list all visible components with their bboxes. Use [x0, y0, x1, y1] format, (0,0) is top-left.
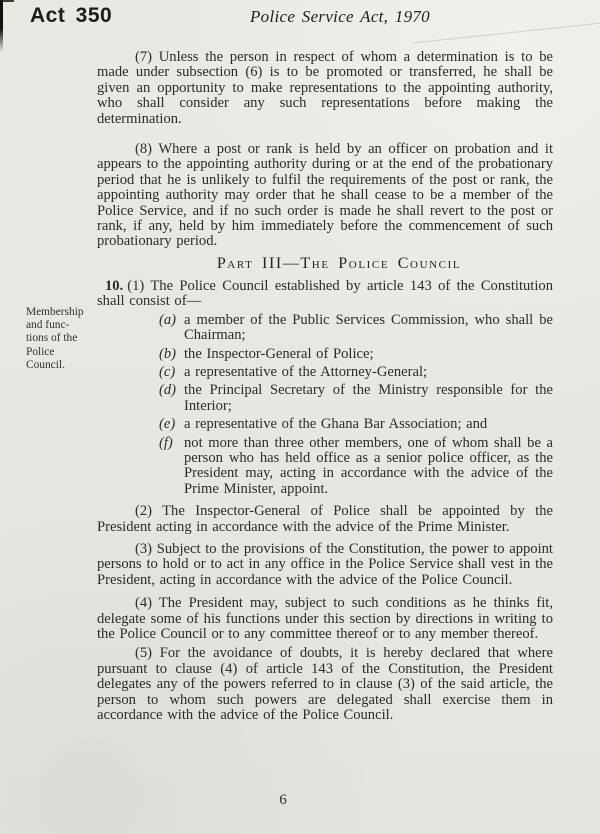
part-heading: Part III—The Police Council [216, 254, 462, 272]
section-number: 10. [105, 277, 124, 294]
subsection-4: (4) The President may, subject to such conditions as he thinks fit, delegate some of his functions under this section by directions in writing to the Police Council or to any committee thereof or to any member thereof. [97, 595, 553, 642]
page-number: 6 [279, 792, 287, 808]
list-item-d [97, 383, 553, 414]
item-text: a representative of the Attorney-General; [184, 363, 428, 380]
item-letter: (d) [159, 382, 177, 399]
margin-note-line: tions of the [26, 332, 78, 345]
section-intro-text: (1) The Police Council established by article 143 of the Constitution shall consist of— [97, 277, 553, 310]
running-title: Police Service Act, 1970 [250, 7, 430, 26]
list-item-c [97, 365, 553, 380]
paper-crease [412, 22, 600, 44]
subsection-5: (5) For the avoidance of doubts, it is hereby declared that where pursuant to clause (4) of article 143 of the Constitution, the President delegates any of the powers referred to in clause (3) of the said article, the person to whom such powers are delegated shall exercise them in accordance with the advice of the Police Council. [97, 645, 553, 724]
margin-note [26, 306, 92, 372]
body-column [97, 50, 553, 723]
item-text: not more than three other members, one of whom shall be a person who has held office as a senior police officer, as the President may, acting in accordance with the advice of the Prime Minister, appoint. [184, 434, 553, 497]
item-letter: (a) [159, 311, 177, 328]
margin-note-line: and func- [26, 319, 70, 332]
item-letter: (c) [159, 363, 176, 380]
scan-artifact-left-edge [0, 0, 3, 52]
list-item-f [97, 436, 553, 498]
paragraph-8: (8) Where a post or rank is held by an officer on probation and it appears to the appointing authority during or at the end of the probationary period that he is unlikely to fulfil the requirements of the post or rank, the appointing authority may order that he shall cease to be a member of the Police Service, and if no such order is made he shall revert to the post or rank, if any, held by him immediately before the commencement of such probationary period. [97, 141, 553, 250]
act-number: Act 350 [30, 4, 113, 27]
margin-note-line: Membership [26, 306, 84, 318]
item-text: the Principal Secretary of the Ministry responsible for the Interior; [184, 382, 553, 414]
paragraph-7: (7) Unless the person in respect of whom a determination is to be made under subsection (6) is to be promoted or transferred, he shall be given an opportunity to make representations to the appointing authority, who shall consider any such representations before making the determination. [97, 49, 553, 127]
margin-note-line: Police [26, 345, 55, 358]
subsection-3: (3) Subject to the provisions of the Constitution, the power to appoint persons to hold or to act in any office in the Police Service shall vest in the President, acting in accordance with the advice of the Police Council. [97, 540, 553, 588]
subsection-2: (2) The Inspector-General of Police shall be appointed by the President acting in accordance with the advice of the Prime Minister. [97, 503, 553, 535]
list-item-a [97, 313, 553, 344]
section-10-intro [97, 279, 553, 310]
item-text: the Inspector-General of Police; [184, 345, 374, 362]
list-item-e [97, 417, 553, 432]
item-letter: (f) [159, 434, 173, 451]
item-text: a representative of the Ghana Bar Association; and [184, 416, 488, 433]
scan-artifact-top-edge [0, 0, 14, 2]
list-item-b [97, 347, 553, 362]
margin-note-line: Council. [26, 358, 65, 371]
item-text: a member of the Public Services Commission, who shall be Chairman; [184, 311, 553, 344]
item-letter: (e) [159, 416, 176, 433]
item-letter: (b) [159, 345, 177, 362]
